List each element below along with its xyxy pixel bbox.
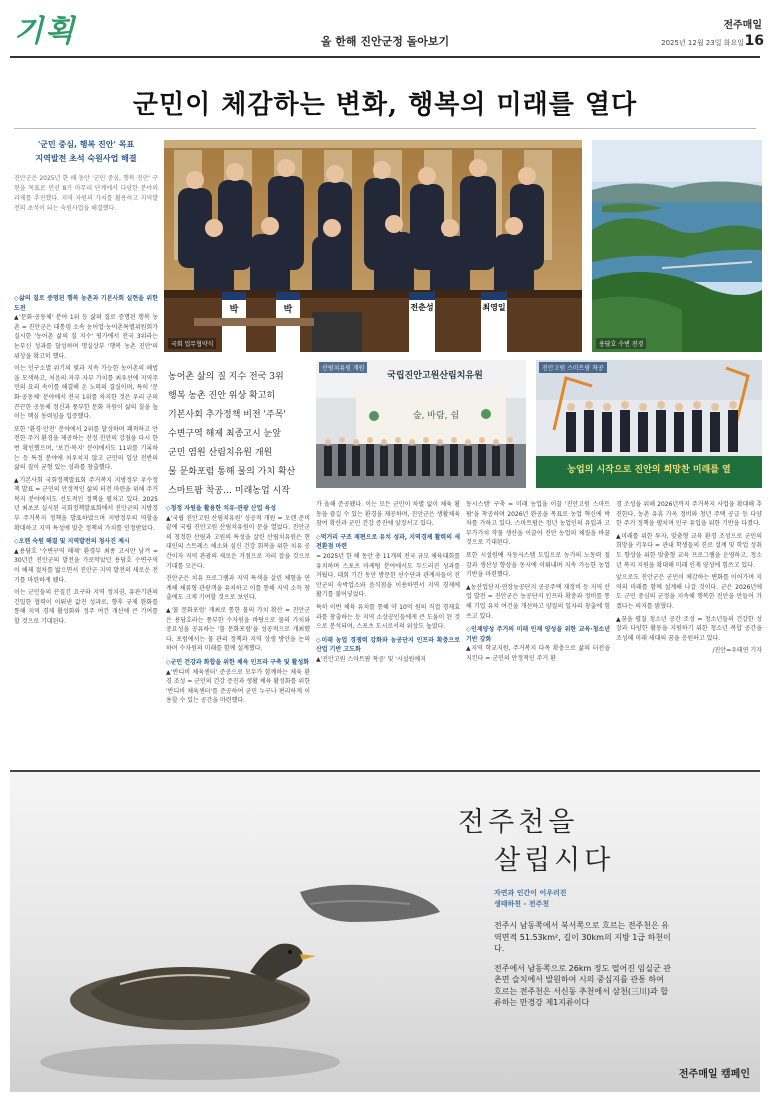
smartfarm-photo-caption: 진안고원 스마트팜 착공 xyxy=(539,362,607,373)
column-heading: ◇먹거리 구조 재편으로 유치 성과, 지역경제 활력의 새 전환점 마련 xyxy=(316,533,460,551)
campaign-paragraph: 전주시 남동쪽에서 북서쪽으로 흐르는 전주천은 유역면적 51.53km², 길이 30km의 지방 1급 하천이다. xyxy=(494,921,671,953)
forest-healing-photo xyxy=(316,360,526,488)
column-paragraph: 앞으로도 진안군은 군민이 체감하는 변화를 이어가며 지역의 미래를 함께 설계해 나갈 것이다. 군은 2026년에도 군민 중심의 군정을 지속해 행복한 진안을 만들어 가겠다는 의지를 밝혔다. xyxy=(616,574,762,610)
ceremony-photo-image xyxy=(164,140,582,352)
name-card: 전춘성 xyxy=(410,303,434,312)
forest-banner-slogan: 숲, 바람, 쉼 xyxy=(412,411,460,421)
main-photo xyxy=(164,140,582,352)
smartfarm-banner: 농업의 시작으로 진안의 희망찬 미래를 열 xyxy=(567,465,731,475)
section-mark: 기획 xyxy=(14,14,76,49)
campaign-box xyxy=(10,770,760,1092)
campaign-title xyxy=(458,804,758,880)
highlight-item: 스마트팜 착공… 미래농업 시작 xyxy=(168,486,290,496)
series-title: 올 한해 진안군정 돌아보기 xyxy=(320,35,450,48)
intro-block xyxy=(14,138,158,214)
column-paragraph: 또한 시설원예 자동시스템 도입으로 농가의 노동력 절감과 생산성 향상을 동시에 이뤄내며 지속 가능한 농업 기반을 마련했다. xyxy=(466,551,610,579)
column-paragraph: ▲용담호 '수변구역 해제' 환경부 최종 고시만 남겨 = 30년간 진안군의 발전을 가로막았던 용담호 수변구역이 해제 절차를 밟으면서 진안군 지역 발전의 새로운 전기를 마련하게 됐다. xyxy=(14,547,158,584)
subhead-1: '군민 중심, 행복 진안' 목표 xyxy=(37,140,135,149)
column-heading: ◇군민 건강과 화합을 위한 체육 인프라 구축 및 활성화 xyxy=(166,658,310,666)
campaign-sub-2: 생태하천 - 전주천 xyxy=(494,900,550,908)
highlight-list xyxy=(168,368,308,501)
highlight-item: 물 문화포럼 통해 물의 가치 확산 xyxy=(168,467,296,477)
column-paragraph: ▲'물 문화포럼' 개최로 통한 물의 가치 확산 = 진안군은 용담호라는 풍부한 수자원을 바탕으로 물의 가치와 중요성을 공유하는 '물 문화포럼'을 성공적으로 개최했다. 포럼에서는 물 관리 정책과 지역 상생 방안을 논의하며 수자원의 미래를 함께 설계했다. xyxy=(166,606,310,653)
column-heading: ◇미래 농업 경쟁력 강화와 농공단지 인프라 확충으로 산업 기반 고도화 xyxy=(316,636,460,654)
byline: /진안=우태연 기자 xyxy=(712,647,762,655)
campaign-text-box xyxy=(494,888,672,1017)
highlight-item: 농어촌 삶의 질 지수 전국 3위 xyxy=(168,372,284,382)
header-rule xyxy=(10,56,760,58)
campaign-paragraph: 전주에서 남동쪽으로 26km 정도 떨어진 임실군 관촌면 슬치에서 발원하여 시의 중심지를 관통 하여 흐르는 전주천은 서신동 추천에서 삼천(三川)과 합류하는 만경강 제1지류이다 xyxy=(494,963,671,1007)
lake-photo xyxy=(592,140,762,352)
campaign-sub-1: 자연과 인간이 어우러진 xyxy=(494,889,567,897)
campaign-title-line-1: 전주천을 xyxy=(458,807,579,838)
campaign-title-line-2: 살립시다 xyxy=(494,845,615,876)
column-heading: ◇청정 자원을 활용한 치유·관광 산업 육성 xyxy=(166,505,277,512)
headline-rule xyxy=(14,128,756,129)
article-column-4 xyxy=(466,500,610,762)
forest-banner-title: 국립진안고원산림치유원 xyxy=(387,371,483,381)
column-paragraph: ▲'진안고원 스마트팜 착공' 및 '시설원예지 xyxy=(316,655,426,663)
column-paragraph: = 2025년 한 해 동안 총 11개의 전국 규모 체육대회를 유치하며 스포츠 마케팅 분야에서도 두드러진 성과를 거뒀다. 대회 기간 동안 방문한 선수단과 관계자들이 진안군의 숙박업소와 음식점을 이용하면서 지역 경제에 활기를 불어넣었다. xyxy=(316,552,460,599)
smartfarm-photo xyxy=(536,360,762,488)
column-heading: ◇오랜 숙원 해결 및 지역발전의 청사진 제시 xyxy=(14,538,130,546)
column-paragraph: 경 조성을 위해 2026년까지 주거복지 사업을 확대해 추진한다. 농촌 유휴 가옥 정비와 청년 주택 공급 등 다양한 주거 정책을 펼치며 인구 유입을 위한 기반을 다졌다. xyxy=(616,501,762,528)
main-photo-caption: 국회 업무협약식 xyxy=(168,338,216,349)
column-paragraph: ▲'국립 진안고원 산림치유원' 성공적 개원 = 오랜 준비 끝에 국립 진안고원 산림치유원이 문을 열었다. 진안군의 청정한 산림과 고원의 특성을 살린 산림치유원은 현대인의 스트레스 해소와 심신 건강 회복을 위한 치유 공간이자 지역 관광의 새로운 거점으로 자리 잡을 것으로 기대를 모은다. xyxy=(166,514,310,570)
column-paragraph: ▲지역 학교지원, 주거복지 다목 확충으로 삶의 터전을 지킨다 = 군민의 안정적인 주거 환 xyxy=(466,645,610,662)
page-header xyxy=(0,0,770,62)
headline: 군민이 체감하는 변화, 행복의 미래를 열다 xyxy=(132,90,638,120)
highlight-item: 군민 염원 산림치유원 개원 xyxy=(168,448,273,458)
column-paragraph: ▲미래를 위한 투자, 맞춤형 교육 환경 조성으로 군민의 희망을 키우다 = 관내 학생들의 진로 설계 및 학업 성취도 향상을 위한 맞춤형 교육 프로그램을 운영하고, 청소년 복지 지원을 확대해 미래 인재 양성에 힘쓰고 있다. xyxy=(616,532,762,569)
column-paragraph: ▲기본사회 국회정책발표회 주거복지 지방정부 우수정책 발표 = 군민의 안정적인 삶의 터전 마련을 위해 주거복지 분야에서도 선도적인 정책을 펼치고 있다. 2025년 최초로 실시된 국회정책발표회에서 진안군의 지방정부 주거복지 정책을 발표하였으며 지방정부의 역할을 확대하고 지역 특성에 맞춘 정책의 가치를 인정받았다. xyxy=(14,476,158,532)
lake-photo-image xyxy=(592,140,762,352)
name-card: 박 xyxy=(229,305,239,315)
column-paragraph: 이는 군민들의 끈질긴 요구와 지역 정치권, 유관기관의 긴밀한 협력이 이뤄낸 값진 성과로, 향후 규제 완화를 통해 지역 경제 활성화와 정주 여건 개선에 큰 기여를 할 것으로 기대된다. xyxy=(14,589,158,625)
column-paragraph: ▲'반디비 체육센터' 준공으로 모두가 함께하는 체육 환경 조성 = 군민의 건강 증진과 생활 체육 활성화를 위한 '반디비 체육센터'를 준공하여 군민 누구나 편리하게 이용할 수 있는 공간을 마련했다. xyxy=(166,668,310,705)
column-heading: ◇삶의 질로 증명된 행복 농촌과 기본사회 실현을 위한 도전 xyxy=(14,295,158,312)
name-card: 최영일 xyxy=(482,303,506,312)
column-paragraph: ▲'문화·공동체' 분야 1위 등 삶의 질로 증명된 행복 농촌 = 진안군은 대통령 소속 농어업·농어촌특별위원회가 실시한 '농어촌 삶의 질 지수' 평가에서 전국 3위라는 눈부신 성과를 달성하며 명실상부 '행복 농촌 진안'의 위상을 확고히 했다. xyxy=(14,314,158,360)
column-paragraph: 가 올해 준공됐다. 이는 모든 군민이 차별 없이 체육 활동을 즐길 수 있는 환경을 제공하며, 진안군은 생활체육 참여 확산과 군민 건강 증진에 앞장서고 있다. xyxy=(316,501,460,528)
column-paragraph: ▲농산업단지·연장농공단지 공공주택 재정비 등 지역 산업 발전 = 진안군은 농공단지 인프라 확충과 정비를 통해 기업 유치 여건을 개선하고 양질의 일자리 창출에 힘쓰고 있다. xyxy=(466,583,610,620)
column-paragraph: 동시스템' 구축 = 미래 농업을 이끌 '진안고원 스마트팜'을 착공하며 2026년 완공을 목표로 농업 혁신에 박차를 가하고 있다. 스마트팜은 청년 농업인의 유입과 고부가가치 작물 생산을 이끌어 진안 농업의 체질을 바꿀 것으로 기대된다. xyxy=(466,501,610,547)
article-column-1 xyxy=(14,290,158,762)
column-paragraph: 진안군은 치유 프로그램과 지역 특색을 살린 체험을 연계해 체류형 관광객을 유치하고 이를 통해 지역 소득 창출에도 크게 기여할 것으로 보인다. xyxy=(166,575,310,602)
lead-paragraph: 진안군은 2025년 한 해 동안 '군민 중심, 행복 진안' 구현을 목표로 민선 8기 마무리 단계에서 다양한 분야의 과제를 추진했다. 지역 자원의 가치를 활용하고 지역발전의 초석이 되는 숙원사업을 해결했다. xyxy=(14,175,158,212)
issue-date: 2025년 12월 23일 화요일 xyxy=(661,39,744,47)
column-heading: ◇인재양성 주거의 미래 인재 양성을 위한 교육·청소년 기반 강화 xyxy=(466,626,610,643)
subhead-2: 지역발전 초석 숙원사업 해결 xyxy=(35,154,137,163)
paper-name: 전주매일 xyxy=(723,20,762,31)
campaign-brand: 전주매일 캠페인 xyxy=(678,1069,750,1080)
column-paragraph: 이는 인구소멸 위기의 빛과 지속 가능한 농어촌의 해법을 모색하고, 처음의 자부 자부 가치를 최우선에 지역주민의 요리 속이를 해결해 온 노력의 결실이며, 특히 '문화·공동체' 분야에서 전국 1위를 차지한 것은 우리 군의 끈끈한 공동체 정신과 풍부한 문화 자원이 삶의 질을 높이는 핵심 동력임을 입증했다. xyxy=(14,365,158,421)
highlight-item: 행복 농촌 진안 위상 확고히 xyxy=(168,391,276,401)
highlight-item: 수변구역 해제 최종고시 눈앞 xyxy=(168,429,281,439)
column-paragraph: 또한 '환경·안전' 분야에서 2위를 달성하며 쾌적하고 안전한 주거 환경을 제공하는 진정 진안의 강점을 다시 한번 확인했으며, '보건·복지' 분야에서도 11위를 기록하는 등 특정 분야에 치우치지 않고 군민의 일상 전반의 삶의 질이 균형 있는 성과를 창출했다. xyxy=(14,425,158,472)
name-card: 박 xyxy=(283,305,293,315)
article-column-5 xyxy=(616,500,762,762)
highlight-item: 기본사회 추가정책 비전 '주목' xyxy=(168,410,286,420)
lake-photo-caption: 용담호 수변 전경 xyxy=(596,338,646,349)
page-number: 16 xyxy=(744,33,764,49)
article-column-2 xyxy=(166,500,310,762)
article-column-3 xyxy=(316,500,460,762)
campaign-body xyxy=(494,920,672,1009)
column-paragraph: ▲꿈을 펼칠 청소년 공간 조성 = 청소년들의 건강한 성장과 다양한 활동을 지원하기 위한 청소년 복합 공간을 조성해 미래 세대의 꿈을 응원하고 있다. xyxy=(616,615,762,642)
column-paragraph: 특히 이번 체육 유치를 통해 약 10억 원의 직접 경제효과를 창출하는 등 지역 소상공인들에게 큰 도움이 된 것으로 분석되며, 스포츠 도시로서의 위상도 높였다. xyxy=(316,603,460,631)
forest-photo-caption: 산림치유원 개원 xyxy=(319,362,367,373)
